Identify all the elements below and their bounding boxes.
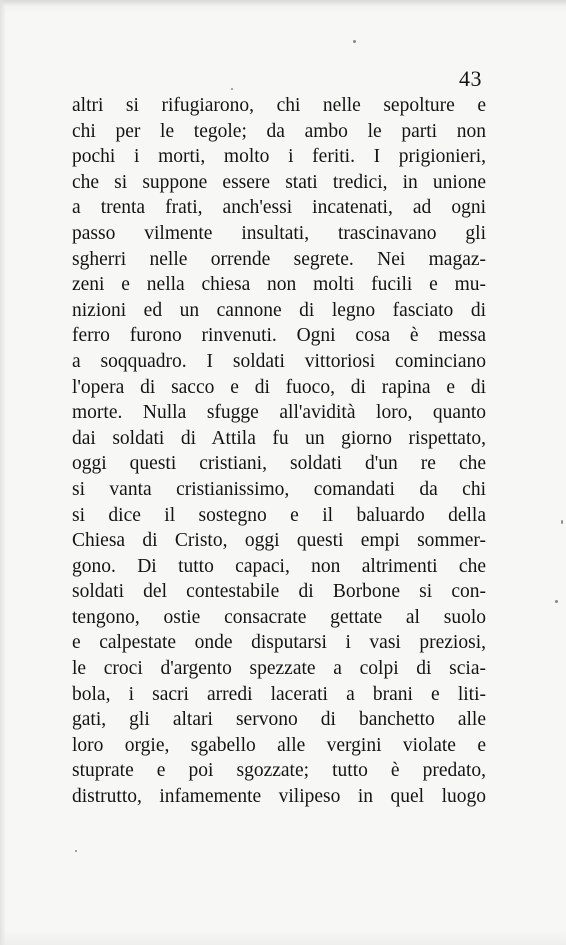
text-line: e calpestate onde disputarsi i vasi preziosi, <box>72 632 486 654</box>
text-line: soldati del contestabile di Borbone si con- <box>72 581 486 603</box>
text-line: a soqquadro. I soldati vittoriosi cominciano <box>72 350 486 372</box>
text-line: stuprate e poi sgozzate; tutto è predato, <box>72 760 486 782</box>
paper-speck <box>561 520 563 524</box>
text-line: dai soldati di Attila fu un giorno rispettato, <box>72 427 486 449</box>
paper-speck <box>75 850 77 852</box>
text-line: l'opera di sacco e di fuoco, di rapina e di <box>72 376 486 398</box>
text-line: nizioni ed un cannone di legno fasciato di <box>72 299 486 321</box>
page-number: 43 <box>459 66 482 91</box>
body-text <box>72 93 486 810</box>
page-left-edge <box>0 0 6 945</box>
text-line: passo vilmente insultati, trascinavano gli <box>72 222 486 244</box>
text-line: ferro furono rinvenuti. Ogni cosa è messa <box>72 325 486 347</box>
text-line: chi per le tegole; da ambo le parti non <box>72 120 486 142</box>
text-line: distrutto, infamemente vilipeso in quel luogo <box>72 786 486 808</box>
paper-speck <box>231 88 233 90</box>
text-line: pochi i morti, molto i feriti. I prigionieri, <box>72 146 486 168</box>
text-line: morte. Nulla sfugge all'avidità loro, quanto <box>72 402 486 424</box>
text-line: a trenta frati, anch'essi incatenati, ad ogni <box>72 197 486 219</box>
text-line: tengono, ostie consacrate gettate al suolo <box>72 606 486 628</box>
text-line: sgherri nelle orrende segrete. Nei magaz- <box>72 248 486 270</box>
text-line: Chiesa di Cristo, oggi questi empi sommer- <box>72 530 486 552</box>
paper-speck <box>555 600 558 603</box>
text-line: si vanta cristianissimo, comandati da chi <box>72 478 486 500</box>
text-line: altri si rifugiarono, chi nelle sepolture e <box>72 95 486 116</box>
text-line: loro orgie, sgabello alle vergini violate e <box>72 734 486 756</box>
text-line: che si suppone essere stati tredici, in unione <box>72 171 486 193</box>
paper-speck <box>353 40 356 43</box>
text-line: oggi questi cristiani, soldati d'un re che <box>72 453 486 475</box>
page-top-edge <box>0 0 566 6</box>
text-line: bola, i sacri arredi lacerati a brani e liti- <box>72 683 486 705</box>
text-line: gati, gli altari servono di banchetto alle <box>72 709 486 731</box>
text-line: gono. Di tutto capaci, non altrimenti che <box>72 555 486 577</box>
text-line: le croci d'argento spezzate a colpi di scia- <box>72 658 486 680</box>
text-line: si dice il sostegno e il baluardo della <box>72 504 486 526</box>
text-line: zeni e nella chiesa non molti fucili e mu- <box>72 274 486 296</box>
